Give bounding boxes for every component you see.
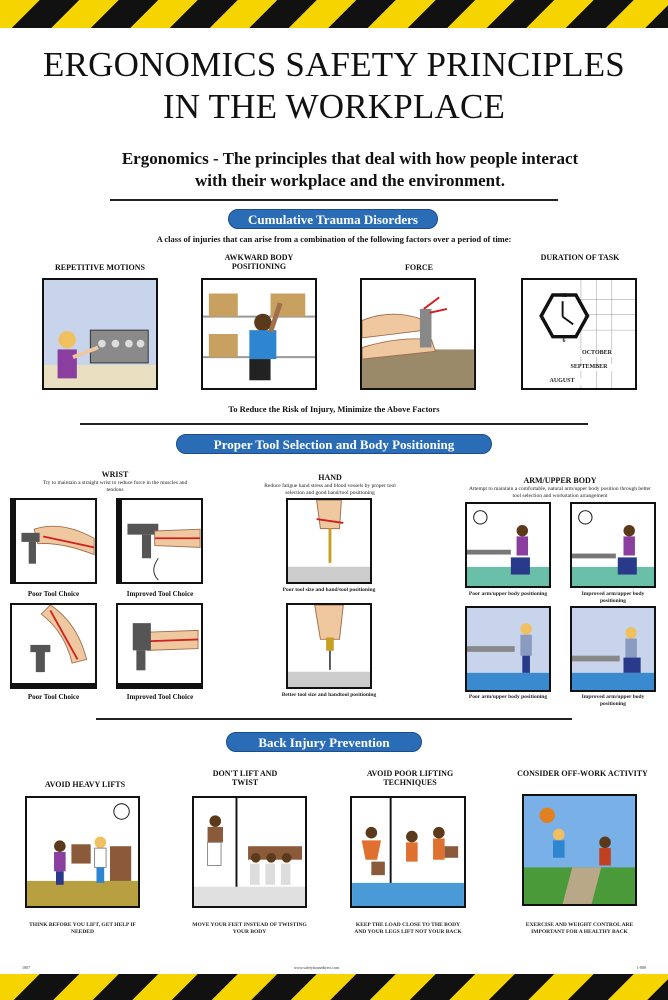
illustration-duration: [521, 278, 637, 390]
calendar-month: SEPTEMBER: [559, 364, 619, 371]
illustration-repetitive-motions: [42, 278, 158, 390]
illustration-poor-lifting: [350, 796, 466, 908]
tool-caption: Poor tool size and hand/tool positioning: [282, 587, 376, 593]
back-item-caption: EXERCISE AND WEIGHT CONTROL ARE IMPORTANT FOR A HEALTHY BACK: [525, 922, 634, 935]
back-item-caption: THINK BEFORE YOU LIFT, GET HELP IF NEEDED: [29, 922, 136, 935]
illustration-wrist-poor-2: [10, 603, 97, 689]
illustration-arm-poor-2: [465, 606, 551, 692]
tool-caption: Improved arm/upper body positioning: [581, 694, 645, 707]
tool-caption: Poor Tool Choice: [27, 693, 80, 701]
tool-caption: Poor Tool Choice: [27, 590, 80, 598]
definition-text: Ergonomics - The principles that deal with how people interact with their workplace and the environment.: [121, 149, 579, 190]
arm-desc: Attempt to maintain a comfortable, natural arm/upper body position through better tool selection and workstation arrangement: [469, 486, 651, 499]
factor-label: AWKWARD BODY POSITIONING: [224, 253, 294, 271]
footer-website: www.safetyhousedirect.com: [294, 965, 340, 970]
wrist-title: WRIST: [101, 470, 129, 479]
clock-number: 9: [540, 316, 544, 322]
tool-caption: Improved arm/upper body positioning: [581, 591, 645, 604]
illustration-off-work-activity: [522, 794, 637, 906]
hazard-stripe-bottom: [0, 974, 668, 1000]
definition-term: Ergonomics: [121, 149, 209, 168]
footer-phone: 1-888: [636, 965, 646, 970]
back-item-caption: MOVE YOUR FEET INSTEAD OF TWISTING YOUR BODY: [192, 922, 307, 935]
hazard-stripe-top: [0, 0, 668, 28]
hand-title: HAND: [318, 473, 342, 482]
clock-number: 6: [562, 338, 566, 344]
divider: [80, 423, 588, 425]
illustration-wrist-poor: [10, 498, 97, 584]
illustration-avoid-heavy-lifts: [25, 796, 140, 908]
arm-title: ARM/UPPER BODY: [523, 476, 597, 485]
tool-caption: Improved Tool Choice: [126, 590, 194, 598]
back-item-caption: KEEP THE LOAD CLOSE TO THE BODY AND YOUR LEGS LIFT NOT YOUR BACK: [354, 922, 462, 935]
illustration-wrist-improved: [116, 498, 203, 584]
clock-number: 3: [584, 316, 588, 322]
calendar-month: OCTOBER: [567, 350, 627, 357]
footer-code: 1807: [22, 965, 30, 970]
poster-title: ERGONOMICS SAFETY PRINCIPLES IN THE WORKPLACE: [43, 45, 625, 126]
ctd-intro: A class of injuries that can arise from a combination of the following factors over a period of time:: [156, 234, 512, 244]
illustration-force: [360, 278, 476, 390]
back-item-title: AVOID HEAVY LIFTS: [44, 780, 126, 789]
factor-label: REPETITIVE MOTIONS: [54, 263, 146, 272]
illustration-wrist-improved-2: [116, 603, 203, 689]
back-item-title: DON'T LIFT AND TWIST: [212, 769, 278, 787]
illustration-hand-better: [286, 603, 372, 689]
illustration-hand-poor: [286, 498, 372, 584]
tool-caption: Improved Tool Choice: [126, 693, 194, 701]
tool-caption: Poor arm/upper body positioning: [468, 694, 548, 700]
back-item-title: AVOID POOR LIFTING TECHNIQUES: [366, 769, 454, 787]
divider: [110, 199, 558, 201]
wrist-desc: Try to maintain a straight wrist to reduce force in the muscles and tendons: [42, 480, 188, 493]
calendar-month: AUGUST: [537, 378, 587, 385]
divider: [96, 718, 572, 720]
ctd-footer: To Reduce the Risk of Injury, Minimize the Above Factors: [228, 404, 440, 414]
illustration-arm-poor: [465, 502, 551, 588]
section-header-tools: Proper Tool Selection and Body Positioning: [176, 434, 492, 454]
hand-desc: Reduce fatigue hand stress and blood vessels by proper tool selection and good hand/tool positioning: [264, 483, 396, 496]
tool-caption: Better tool size and handtool positioning: [281, 692, 377, 698]
tool-caption: Poor arm/upper body positioning: [468, 591, 548, 597]
illustration-awkward-positioning: [201, 278, 317, 390]
back-item-title: CONSIDER OFF-WORK ACTIVITY: [517, 769, 648, 778]
clock-number: 12: [561, 293, 567, 299]
illustration-arm-improved: [570, 502, 656, 588]
factor-label: FORCE: [405, 263, 433, 272]
factor-label: DURATION OF TASK: [540, 253, 620, 262]
section-header-ctd: Cumulative Trauma Disorders: [228, 209, 438, 229]
illustration-arm-improved-2: [570, 606, 656, 692]
section-header-back: Back Injury Prevention: [226, 732, 422, 752]
illustration-dont-lift-twist: [192, 796, 307, 908]
